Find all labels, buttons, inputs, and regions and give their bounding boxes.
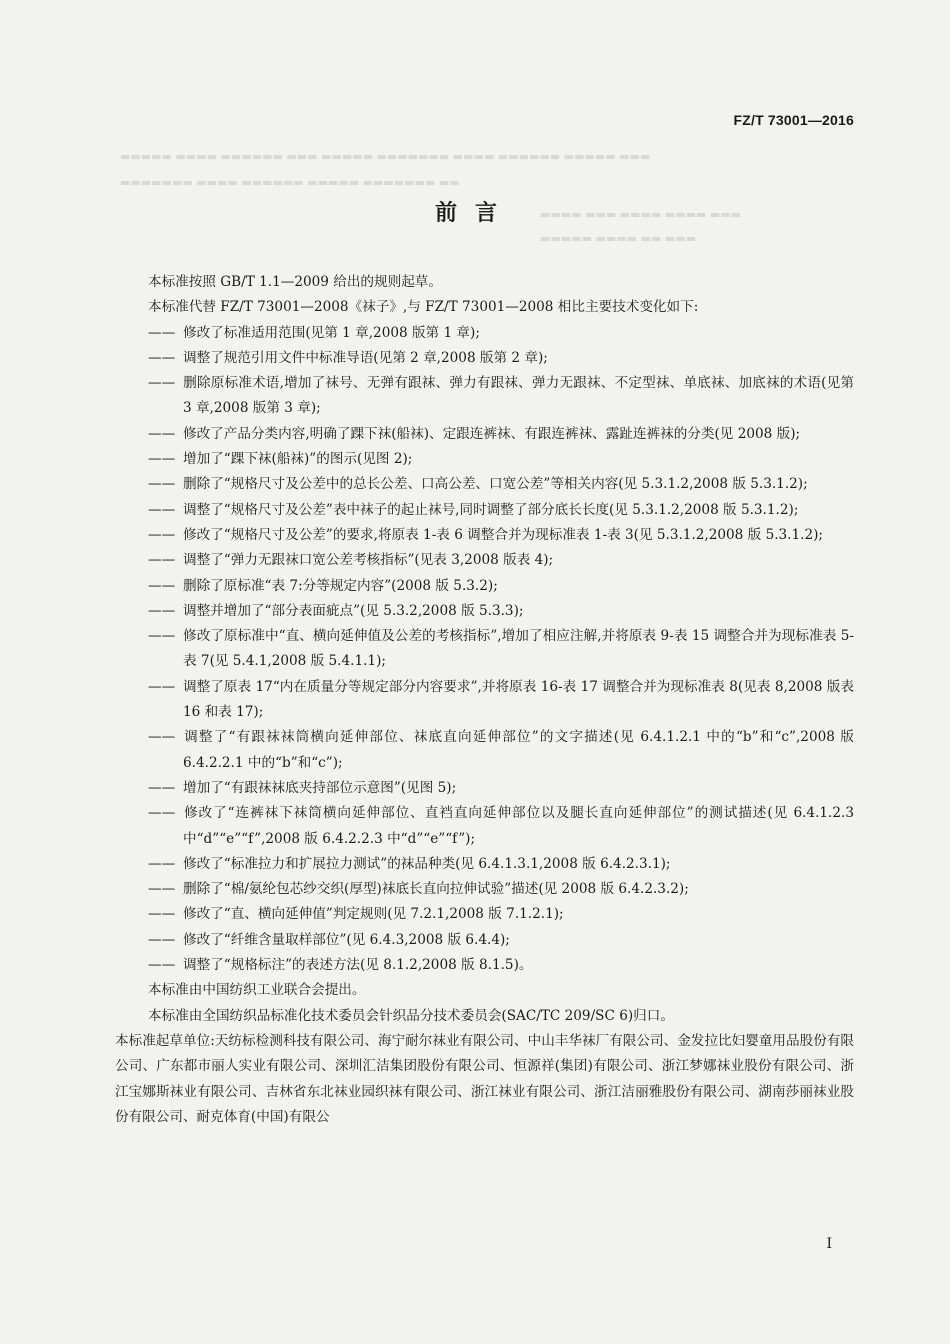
change-item: —— 删除了“规格尺寸及公差中的总长公差、口高公差、口宽公差”等相关内容(见 5.3.1.2,2008 版 5.3.1.2); — [148, 476, 808, 493]
change-item: —— 修改了原标准中“直、横向延伸值及公差的考核指标”,增加了相应注解,并将原表 9-表 15 调整合并为现标准表 5-表 7(见 5.4.1,2008 版 5.4.1.1); — [148, 628, 854, 670]
change-item: —— 删除了原标准“表 7:分等规定内容”(2008 版 5.3.2); — [148, 577, 498, 594]
change-item: —— 调整了“有跟袜袜筒横向延伸部位、袜底直向延伸部位”的文字描述(见 6.4.1.2.1 中的“b”和“c”,2008 版 6.4.2.2.1 中的“b”和“c”); — [148, 729, 854, 771]
change-item: —— 调整了原表 17“内在质量分等规定部分内容要求”,并将原表 16-表 17 调整合并为现标准表 8(见表 8,2008 版表 16 和表 17); — [148, 678, 854, 721]
change-item: —— 删除原标准术语,增加了袜号、无弹有跟袜、弹力有跟袜、弹力无跟袜、不定型袜、单底袜、加底袜的术语(见第 3 章,2008 版第 3 章); — [148, 375, 854, 417]
change-item: —— 调整并增加了“部分表面疵点”(见 5.3.2,2008 版 5.3.3); — [148, 602, 524, 619]
change-item: —— 修改了产品分类内容,明确了踝下袜(船袜)、定跟连裤袜、有跟连裤袜、露趾连裤袜的分类(见 2008 版); — [148, 425, 801, 442]
standard-code: FZ/T 73001—2016 — [733, 112, 854, 128]
change-item: —— 增加了“有跟袜袜底夹持部位示意图”(见图 5); — [148, 779, 457, 796]
change-item: —— 修改了“纤维含量取样部位”(见 6.4.3,2008 版 6.4.4); — [148, 931, 510, 948]
bleed-through-text: ▬▬▬▬▬ ▬▬▬▬ ▬▬ ▬▬▬ — [540, 232, 696, 245]
change-item: —— 修改了“直、横向延伸值”判定规则(见 7.2.1,2008 版 7.1.2.1); — [148, 906, 564, 923]
document-body — [115, 270, 854, 1130]
page-title: 前言 — [434, 201, 515, 226]
bleed-through-text: ▬▬▬▬ ▬▬▬ ▬▬▬▬ ▬▬▬▬ ▬▬▬ — [540, 208, 742, 221]
change-item: —— 修改了“规格尺寸及公差”的要求,将原表 1-表 6 调整合并为现标准表 1-表 3(见 5.3.1.2,2008 版 5.3.1.2); — [148, 526, 824, 543]
change-item: —— 删除了“棉/氨纶包芯纱交织(厚型)袜底长直向拉伸试验”描述(见 2008 版 6.4.2.3.2); — [148, 881, 689, 898]
bleed-through-text: ▬▬▬▬▬▬▬ ▬▬▬▬ ▬▬▬▬▬▬ ▬▬▬▬▬ ▬▬▬▬▬▬▬ ▬▬ — [120, 176, 460, 189]
change-item: —— 调整了规范引用文件中标准导语(见第 2 章,2008 版第 2 章); — [148, 349, 548, 366]
change-item: —— 修改了“标准拉力和扩展拉力测试”的袜品种类(见 6.4.1.3.1,2008 版 6.4.2.3.1); — [148, 855, 671, 872]
page-number: I — [826, 1236, 832, 1252]
change-item: —— 调整了“规格尺寸及公差”表中袜子的起止袜号,同时调整了部分底长长度(见 5.3.1.2,2008 版 5.3.1.2); — [148, 501, 799, 518]
change-item: —— 增加了“踝下袜(船袜)”的图示(见图 2); — [148, 451, 413, 468]
intro-paragraph: 本标准代替 FZ/T 73001—2008《袜子》,与 FZ/T 73001—2008 相比主要技术变化如下: — [148, 299, 699, 316]
outro-paragraph: 本标准由全国纺织品标准化技术委员会针织品分技术委员会(SAC/TC 209/SC 6)归口。 — [148, 1007, 674, 1024]
bleed-through-text: ▬▬▬▬▬ ▬▬▬▬ ▬▬▬▬▬▬ ▬▬▬ ▬▬▬▬▬ ▬▬▬▬▬▬▬ ▬▬▬▬ ▬▬▬▬▬▬ ▬▬▬▬▬ ▬▬▬ — [120, 150, 651, 163]
change-list — [148, 321, 854, 979]
intro-paragraph: 本标准按照 GB/T 1.1—2009 给出的规则起草。 — [148, 274, 442, 290]
change-item: —— 修改了“连裤袜下袜筒横向延伸部位、直裆直向延伸部位以及腿长直向延伸部位”的测试描述(见 6.4.1.2.3 中“d”“e”“f”,2008 版 6.4.2.2.3 中“d”“e”“f”); — [148, 805, 854, 847]
change-item: —— 调整了“规格标注”的表述方法(见 8.1.2,2008 版 8.1.5)。 — [148, 957, 533, 974]
outro-paragraph: 本标准由中国纺织工业联合会提出。 — [148, 982, 366, 999]
change-item: —— 修改了标准适用范围(见第 1 章,2008 版第 1 章); — [148, 324, 480, 341]
drafting-units-paragraph: 本标准起草单位:天纺标检测科技有限公司、海宁耐尔袜业有限公司、中山丰华袜厂有限公司、金发拉比妇婴童用品股份有限公司、广东都市丽人实业有限公司、深圳汇洁集团股份有限公司、恒源祥(集团)有限公司、浙江梦娜袜业股份有限公司、浙江宝娜斯袜业有限公司、吉林省东北袜业园织袜有限公司、浙江袜业有限公司、浙江洁丽雅股份有限公司、湖南莎丽袜业股份有限公司、耐克体育(中国)有限公 — [115, 1032, 854, 1125]
change-item: —— 调整了“弹力无跟袜口宽公差考核指标”(见表 3,2008 版表 4); — [148, 552, 554, 569]
